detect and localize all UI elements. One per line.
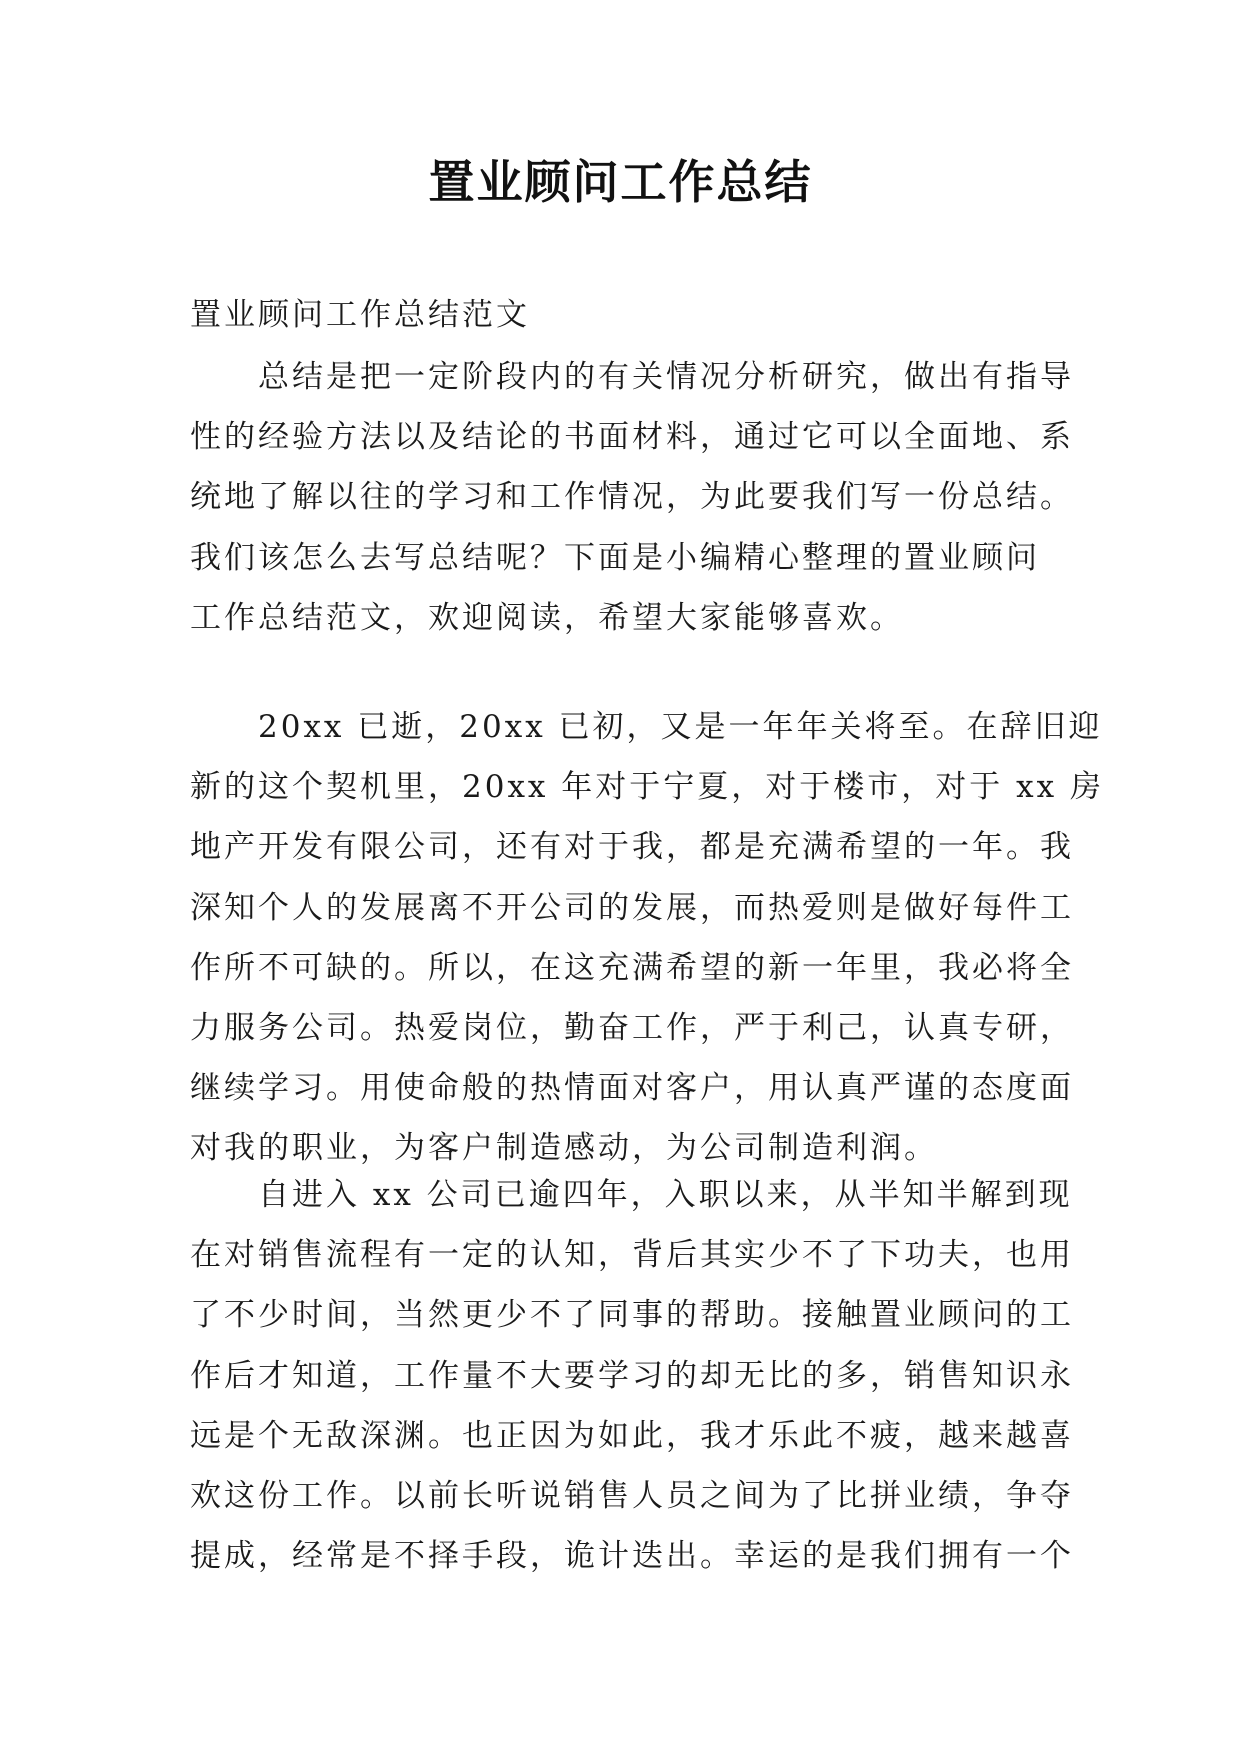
paragraph-line: 作所不可缺的。所以，在这充满希望的新一年里，我必将全 bbox=[190, 949, 1074, 986]
paragraph-year-review bbox=[190, 697, 1104, 1179]
paragraph-line: 统地了解以往的学习和工作情况，为此要我们写一份总结。 bbox=[190, 479, 1074, 516]
paragraph-line: 对我的职业，为客户制造感动，为公司制造利润。 bbox=[190, 1130, 938, 1167]
paragraph-line: 工作总结范文，欢迎阅读，希望大家能够喜欢。 bbox=[190, 599, 904, 636]
paragraph-experience bbox=[190, 1165, 1090, 1586]
paragraph-line: 总结是把一定阶段内的有关情况分析研究，做出有指导 bbox=[258, 359, 1074, 395]
paragraph-line: 深知个人的发展离不开公司的发展，而热爱则是做好每件工 bbox=[190, 889, 1074, 926]
paragraph-line: 欢这份工作。以前长听说销售人员之间为了比拼业绩，争夺 bbox=[190, 1477, 1074, 1514]
paragraph-line: 自进入 xx 公司已逾四年，入职以来，从半知半解到现 bbox=[258, 1177, 1073, 1213]
document-title: 置业顾问工作总结 bbox=[428, 155, 813, 209]
paragraph-line: 作后才知道，工作量不大要学习的却无比的多，销售知识永 bbox=[190, 1357, 1074, 1394]
paragraph-line: 了不少时间，当然更少不了同事的帮助。接触置业顾问的工 bbox=[190, 1297, 1074, 1334]
paragraph-line: 性的经验方法以及结论的书面材料，通过它可以全面地、系 bbox=[190, 419, 1074, 456]
paragraph-line: 提成，经常是不择手段，诡计迭出。幸运的是我们拥有一个 bbox=[190, 1538, 1074, 1575]
paragraph-line: 我们该怎么去写总结呢？下面是小编精心整理的置业顾问 bbox=[190, 539, 1040, 576]
paragraph-intro bbox=[190, 347, 1090, 648]
paragraph-line: 20xx 已逝，20xx 已初，又是一年年关将至。在辞旧迎 bbox=[258, 709, 1103, 745]
paragraph-line: 远是个无敌深渊。也正因为如此，我才乐此不疲，越来越喜 bbox=[190, 1417, 1074, 1454]
paragraph-line: 地产开发有限公司，还有对于我，都是充满希望的一年。我 bbox=[190, 829, 1074, 866]
paragraph-line: 在对销售流程有一定的认知，背后其实少不了下功夫，也用 bbox=[190, 1237, 1074, 1274]
paragraph-line: 新的这个契机里，20xx 年对于宁夏，对于楼市，对于 xx 房 bbox=[190, 769, 1104, 806]
paragraph-line: 继续学习。用使命般的热情面对客户，用认真严谨的态度面 bbox=[190, 1070, 1074, 1107]
document-subtitle: 置业顾问工作总结范文 bbox=[190, 297, 530, 333]
paragraph-line: 力服务公司。热爱岗位，勤奋工作，严于利己，认真专研， bbox=[190, 1009, 1074, 1046]
